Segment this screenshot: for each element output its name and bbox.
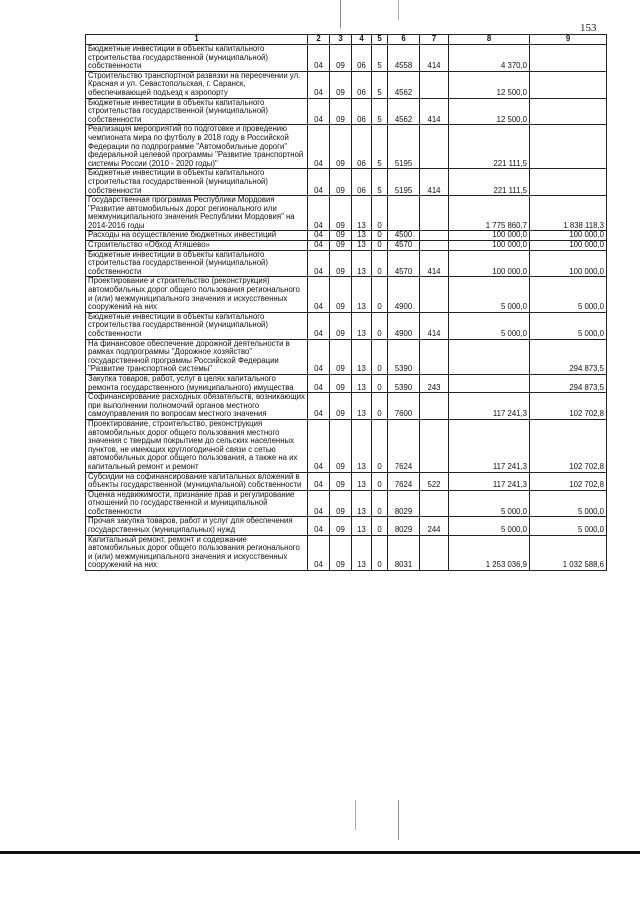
cell-amount-2016 bbox=[530, 71, 607, 98]
table-row bbox=[86, 419, 607, 472]
cell-amount-2015 bbox=[449, 339, 530, 374]
cell-subprogram: 0 bbox=[372, 339, 388, 374]
cell-expense-type bbox=[420, 490, 449, 517]
cell-amount-2015: 5 000,0 bbox=[449, 517, 530, 535]
budget-table bbox=[85, 34, 607, 571]
table-row bbox=[86, 71, 607, 98]
cell-program: 06 bbox=[352, 45, 372, 72]
cell-program: 13 bbox=[352, 196, 372, 231]
header-cell-target-code: 6 bbox=[388, 35, 420, 45]
cell-program: 06 bbox=[352, 98, 372, 125]
cell-subprogram: 0 bbox=[372, 250, 388, 277]
cell-section: 04 bbox=[308, 169, 330, 196]
cell-subsection: 09 bbox=[330, 419, 352, 472]
cell-expense-type: 414 bbox=[420, 98, 449, 125]
cell-program: 06 bbox=[352, 125, 372, 169]
cell-expense-type bbox=[420, 231, 449, 241]
cell-expense-type bbox=[420, 535, 449, 570]
scan-line-bottom bbox=[355, 800, 356, 830]
cell-amount-2016: 5 000,0 bbox=[530, 517, 607, 535]
cell-subsection: 09 bbox=[330, 490, 352, 517]
cell-section: 04 bbox=[308, 241, 330, 251]
cell-description: Реализация мероприятий по подготовке и проведению чемпионата мира по футболу в 2018 году в Российской Федерации по подпрограмме "Автомобильные дороги" федеральной целевой программы "Развитие транспортной системы России (2010 - 2020 годы)" bbox=[86, 125, 308, 169]
table-row bbox=[86, 196, 607, 231]
cell-amount-2015: 117 241,3 bbox=[449, 393, 530, 420]
cell-amount-2016: 1 032 588,6 bbox=[530, 535, 607, 570]
cell-section: 04 bbox=[308, 196, 330, 231]
cell-subsection: 09 bbox=[330, 312, 352, 339]
cell-program: 13 bbox=[352, 277, 372, 312]
cell-subprogram: 0 bbox=[372, 517, 388, 535]
cell-subsection: 09 bbox=[330, 45, 352, 72]
cell-amount-2016: 100 000,0 bbox=[530, 250, 607, 277]
cell-description: Субсидии на софинансирование капитальных вложений в объекты государственной (муниципальной) собственности bbox=[86, 472, 308, 490]
cell-subprogram: 0 bbox=[372, 490, 388, 517]
cell-program: 13 bbox=[352, 490, 372, 517]
cell-expense-type: 414 bbox=[420, 312, 449, 339]
header-cell-amount-2016: 9 bbox=[530, 35, 607, 45]
cell-amount-2015: 1 775 860,7 bbox=[449, 196, 530, 231]
header-cell-amount-2015: 8 bbox=[449, 35, 530, 45]
cell-amount-2015: 12 500,0 bbox=[449, 98, 530, 125]
cell-description: Проектирование, строительство, реконструкция автомобильных дорог общего пользования местного значения с твердым покрытием до сельских населенных пунктов, не имеющих круглогодичной связи с сетью автомобильных дорог общего пользования, а также на их капитальный ремонт и ремонт bbox=[86, 419, 308, 472]
cell-program: 13 bbox=[352, 472, 372, 490]
cell-description: Проектирование и строительство (реконструкция) автомобильных дорог общего пользования регионального и (или) межмуниципального значения и искусственных сооружений на них bbox=[86, 277, 308, 312]
cell-subsection: 09 bbox=[330, 241, 352, 251]
scan-line-top-2 bbox=[398, 0, 399, 20]
cell-subprogram: 0 bbox=[372, 231, 388, 241]
cell-description: Прочая закупка товаров, работ и услуг для обеспечения государственных (муниципальных) нужд bbox=[86, 517, 308, 535]
cell-subprogram: 0 bbox=[372, 277, 388, 312]
cell-subsection: 09 bbox=[330, 277, 352, 312]
cell-section: 04 bbox=[308, 419, 330, 472]
cell-expense-type: 414 bbox=[420, 169, 449, 196]
cell-target-code: 5195 bbox=[388, 169, 420, 196]
scan-line-bottom-2 bbox=[398, 800, 399, 840]
cell-subprogram: 0 bbox=[372, 312, 388, 339]
cell-expense-type: 414 bbox=[420, 45, 449, 72]
cell-section: 04 bbox=[308, 277, 330, 312]
cell-description: Бюджетные инвестиции в объекты капитального строительства государственной (муниципальной) собственности bbox=[86, 250, 308, 277]
cell-section: 04 bbox=[308, 393, 330, 420]
cell-amount-2015: 117 241,3 bbox=[449, 472, 530, 490]
cell-program: 13 bbox=[352, 517, 372, 535]
cell-subsection: 09 bbox=[330, 169, 352, 196]
cell-target-code: 4570 bbox=[388, 250, 420, 277]
cell-target-code: 4900 bbox=[388, 312, 420, 339]
page-number: 153 bbox=[580, 22, 597, 34]
table-row bbox=[86, 374, 607, 392]
cell-expense-type: 243 bbox=[420, 374, 449, 392]
cell-subprogram: 5 bbox=[372, 71, 388, 98]
cell-amount-2016: 5 000,0 bbox=[530, 277, 607, 312]
header-cell-section: 2 bbox=[308, 35, 330, 45]
cell-description: Софинансирование расходных обязательств, возникающих при выполнении полномочий органов местного самоуправления по вопросам местного значения bbox=[86, 393, 308, 420]
cell-target-code: 7600 bbox=[388, 393, 420, 420]
cell-subprogram: 5 bbox=[372, 125, 388, 169]
cell-target-code: 4500 bbox=[388, 231, 420, 241]
cell-subprogram: 0 bbox=[372, 472, 388, 490]
cell-amount-2016 bbox=[530, 98, 607, 125]
cell-amount-2016: 100 000,0 bbox=[530, 241, 607, 251]
cell-expense-type bbox=[420, 393, 449, 420]
table-row bbox=[86, 231, 607, 241]
cell-amount-2015: 4 370,0 bbox=[449, 45, 530, 72]
cell-program: 13 bbox=[352, 393, 372, 420]
cell-target-code: 8029 bbox=[388, 517, 420, 535]
table-body bbox=[86, 45, 607, 571]
cell-section: 04 bbox=[308, 125, 330, 169]
cell-amount-2016: 100 000,0 bbox=[530, 231, 607, 241]
cell-program: 13 bbox=[352, 231, 372, 241]
cell-section: 04 bbox=[308, 472, 330, 490]
cell-subprogram: 0 bbox=[372, 241, 388, 251]
cell-subsection: 09 bbox=[330, 125, 352, 169]
cell-program: 13 bbox=[352, 312, 372, 339]
cell-amount-2016 bbox=[530, 45, 607, 72]
table-header bbox=[86, 35, 607, 45]
cell-subsection: 09 bbox=[330, 517, 352, 535]
cell-target-code bbox=[388, 196, 420, 231]
cell-subsection: 09 bbox=[330, 535, 352, 570]
cell-amount-2016: 5 000,0 bbox=[530, 312, 607, 339]
cell-amount-2015: 5 000,0 bbox=[449, 312, 530, 339]
cell-amount-2015 bbox=[449, 374, 530, 392]
cell-expense-type bbox=[420, 419, 449, 472]
cell-expense-type bbox=[420, 125, 449, 169]
cell-subprogram: 5 bbox=[372, 45, 388, 72]
cell-amount-2016: 1 838 118,3 bbox=[530, 196, 607, 231]
cell-subsection: 09 bbox=[330, 71, 352, 98]
cell-expense-type bbox=[420, 241, 449, 251]
cell-subprogram: 5 bbox=[372, 98, 388, 125]
cell-program: 13 bbox=[352, 250, 372, 277]
cell-section: 04 bbox=[308, 45, 330, 72]
cell-amount-2015: 100 000,0 bbox=[449, 250, 530, 277]
cell-amount-2016 bbox=[530, 169, 607, 196]
cell-description: Оценка недвижимости, признание прав и регулирование отношений по государственной и муниципальной собственности bbox=[86, 490, 308, 517]
cell-section: 04 bbox=[308, 312, 330, 339]
table-row bbox=[86, 241, 607, 251]
cell-section: 04 bbox=[308, 517, 330, 535]
cell-subprogram: 0 bbox=[372, 196, 388, 231]
cell-amount-2016: 294 873,5 bbox=[530, 374, 607, 392]
table-row bbox=[86, 98, 607, 125]
cell-amount-2016: 294 873,5 bbox=[530, 339, 607, 374]
cell-subsection: 09 bbox=[330, 393, 352, 420]
cell-amount-2015: 221 111,5 bbox=[449, 125, 530, 169]
table-row bbox=[86, 277, 607, 312]
cell-expense-type: 522 bbox=[420, 472, 449, 490]
cell-target-code: 5390 bbox=[388, 339, 420, 374]
cell-section: 04 bbox=[308, 231, 330, 241]
cell-target-code: 7624 bbox=[388, 419, 420, 472]
cell-amount-2015: 5 000,0 bbox=[449, 490, 530, 517]
cell-subprogram: 0 bbox=[372, 374, 388, 392]
cell-target-code: 4900 bbox=[388, 277, 420, 312]
cell-amount-2016: 102 702,8 bbox=[530, 393, 607, 420]
cell-section: 04 bbox=[308, 339, 330, 374]
cell-target-code: 4558 bbox=[388, 45, 420, 72]
cell-amount-2016: 102 702,8 bbox=[530, 419, 607, 472]
cell-target-code: 7624 bbox=[388, 472, 420, 490]
cell-target-code: 4562 bbox=[388, 98, 420, 125]
cell-section: 04 bbox=[308, 71, 330, 98]
table-row bbox=[86, 517, 607, 535]
cell-amount-2015: 1 253 036,9 bbox=[449, 535, 530, 570]
cell-amount-2015: 12 500,0 bbox=[449, 71, 530, 98]
cell-program: 06 bbox=[352, 71, 372, 98]
cell-program: 06 bbox=[352, 169, 372, 196]
cell-expense-type bbox=[420, 339, 449, 374]
cell-target-code: 5195 bbox=[388, 125, 420, 169]
cell-description: Бюджетные инвестиции в объекты капитального строительства государственной (муниципальной) собственности bbox=[86, 312, 308, 339]
cell-amount-2016: 5 000,0 bbox=[530, 490, 607, 517]
cell-program: 13 bbox=[352, 241, 372, 251]
cell-section: 04 bbox=[308, 374, 330, 392]
cell-subsection: 09 bbox=[330, 196, 352, 231]
table-row bbox=[86, 472, 607, 490]
table-row bbox=[86, 169, 607, 196]
cell-description: Бюджетные инвестиции в объекты капитального строительства государственной (муниципальной) собственности bbox=[86, 45, 308, 72]
cell-subsection: 09 bbox=[330, 339, 352, 374]
cell-target-code: 8029 bbox=[388, 490, 420, 517]
table-row bbox=[86, 125, 607, 169]
cell-section: 04 bbox=[308, 250, 330, 277]
cell-subsection: 09 bbox=[330, 98, 352, 125]
cell-description: Бюджетные инвестиции в объекты капитального строительства государственной (муниципальной) собственности bbox=[86, 98, 308, 125]
table-row bbox=[86, 339, 607, 374]
cell-description: Расходы на осуществление бюджетных инвестиций bbox=[86, 231, 308, 241]
cell-section: 04 bbox=[308, 535, 330, 570]
cell-amount-2016 bbox=[530, 125, 607, 169]
header-cell-description: 1 bbox=[86, 35, 308, 45]
cell-subprogram: 0 bbox=[372, 393, 388, 420]
cell-expense-type bbox=[420, 277, 449, 312]
header-cell-program: 4 bbox=[352, 35, 372, 45]
cell-amount-2015: 221 111,5 bbox=[449, 169, 530, 196]
table-row bbox=[86, 250, 607, 277]
cell-subprogram: 0 bbox=[372, 419, 388, 472]
cell-amount-2015: 5 000,0 bbox=[449, 277, 530, 312]
cell-description: Закупка товаров, работ, услуг в целях капитального ремонта государственного (муниципального) имущества bbox=[86, 374, 308, 392]
scan-line-top bbox=[340, 0, 341, 28]
cell-expense-type bbox=[420, 71, 449, 98]
cell-program: 13 bbox=[352, 339, 372, 374]
table-row bbox=[86, 535, 607, 570]
cell-description: На финансовое обеспечение дорожной деятельности в рамках подпрограммы "Дорожное хозяйство" государственной программы Российской Федерации "Развитие транспортной системы" bbox=[86, 339, 308, 374]
header-cell-subprogram: 5 bbox=[372, 35, 388, 45]
cell-program: 13 bbox=[352, 419, 372, 472]
cell-program: 13 bbox=[352, 374, 372, 392]
cell-expense-type bbox=[420, 196, 449, 231]
cell-description: Капитальный ремонт, ремонт и содержание автомобильных дорог общего пользования регионального и (или) межмуниципального значения и искусственных сооружений на них bbox=[86, 535, 308, 570]
cell-description: Государственная программа Республики Мордовия "Развитие автомобильных дорог регионального или межмуниципального значения Республики Мордовия" на 2014-2016 годы bbox=[86, 196, 308, 231]
cell-amount-2016: 102 702,8 bbox=[530, 472, 607, 490]
cell-target-code: 4570 bbox=[388, 241, 420, 251]
cell-description: Строительство «Обход Атяшево» bbox=[86, 241, 308, 251]
bottom-rule bbox=[0, 851, 640, 854]
cell-description: Бюджетные инвестиции в объекты капитального строительства государственной (муниципальной) собственности bbox=[86, 169, 308, 196]
table-row bbox=[86, 45, 607, 72]
table-row bbox=[86, 393, 607, 420]
cell-amount-2015: 100 000,0 bbox=[449, 241, 530, 251]
cell-subsection: 09 bbox=[330, 250, 352, 277]
cell-subprogram: 0 bbox=[372, 535, 388, 570]
cell-amount-2015: 100 000,0 bbox=[449, 231, 530, 241]
cell-target-code: 5390 bbox=[388, 374, 420, 392]
cell-target-code: 4562 bbox=[388, 71, 420, 98]
cell-subsection: 09 bbox=[330, 374, 352, 392]
cell-expense-type: 414 bbox=[420, 250, 449, 277]
table-row bbox=[86, 312, 607, 339]
cell-amount-2015: 117 241,3 bbox=[449, 419, 530, 472]
cell-section: 04 bbox=[308, 490, 330, 517]
cell-program: 13 bbox=[352, 535, 372, 570]
cell-section: 04 bbox=[308, 98, 330, 125]
cell-expense-type: 244 bbox=[420, 517, 449, 535]
cell-subprogram: 5 bbox=[372, 169, 388, 196]
header-row bbox=[86, 35, 607, 45]
cell-target-code: 8031 bbox=[388, 535, 420, 570]
table-row bbox=[86, 490, 607, 517]
cell-subsection: 09 bbox=[330, 231, 352, 241]
cell-subsection: 09 bbox=[330, 472, 352, 490]
header-cell-subsection: 3 bbox=[330, 35, 352, 45]
cell-description: Строительство транспортной развязки на пересечении ул. Красная и ул. Севастопольская, г. Саранск, обеспечивающей подъезд к аэропорту bbox=[86, 71, 308, 98]
header-cell-expense-type: 7 bbox=[420, 35, 449, 45]
